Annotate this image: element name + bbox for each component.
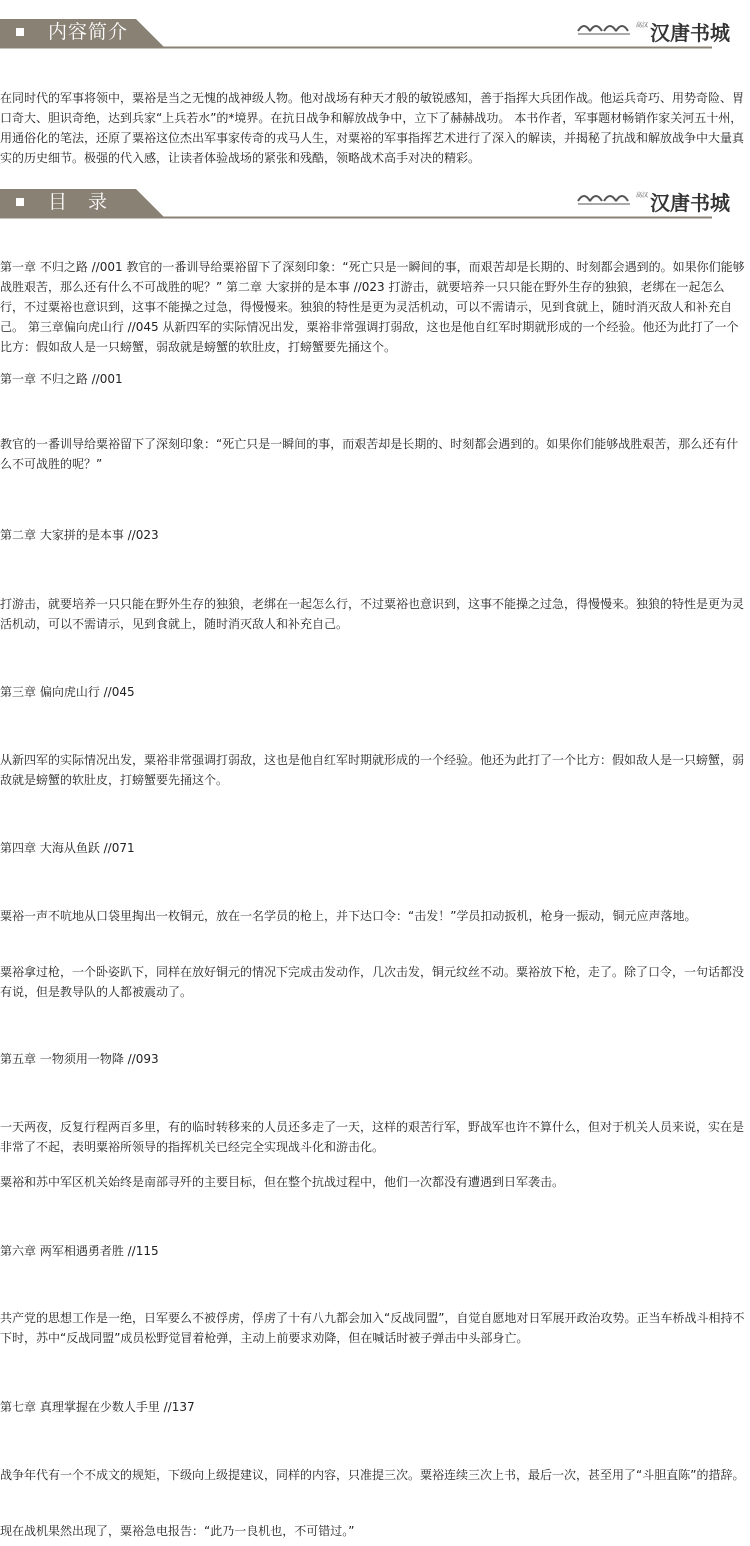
chapter-paragraph: 共产党的思想工作是一绝，日军要么不被俘虏，俘虏了十有八九都会加入“反战同盟”，自觉自愿地对日军展开政治攻势。正当车桥战斗相持不下时，苏中“反战同盟”成员松野觉冒着枪弹，主动上前要求劝降，但在喊话时被子弹击中头部身亡。: [0, 1311, 745, 1345]
logo-text: 汉唐书城: [650, 21, 730, 45]
chapter-paragraph: 现在战机果然出现了，粟裕急电报告：“此乃一良机也，不可错过。”: [0, 1524, 355, 1538]
logo-small-text: 高汉: [636, 22, 649, 29]
chapter-paragraph: 粟裕拿过枪，一个卧姿趴下，同样在放好铜元的情况下完成击发动作，几次击发，铜元纹丝不动。粟裕放下枪，走了。除了口令，一句话都没有说，但是教导队的人都被震动了。: [0, 965, 745, 999]
chapter-paragraph: 教官的一番训导给粟裕留下了深刻印象：“死亡只是一瞬间的事，而艰苦却是长期的、时刻都会遇到的。如果你们能够战胜艰苦，那么还有什么不可战胜的呢？”: [0, 437, 739, 471]
chapter-heading: 第七章 真理掌握在少数人手里 //137: [0, 1400, 195, 1414]
chapter-heading: 第三章 偏向虎山行 //045: [0, 685, 135, 699]
logo-text: 汉唐书城: [650, 191, 730, 215]
toc-title: 目 录: [48, 191, 109, 213]
chapter-heading: 第六章 两军相遇勇者胜 //115: [0, 1244, 159, 1258]
intro-text: 在同时代的军事将领中，粟裕是当之无愧的战神级人物。他对战场有种天才般的敏锐感知，善于指挥大兵团作战。他运兵奇巧、用势奇险、胃口奇大、胆识奇绝，达到兵家“上兵若水”的*境界。在抗日战争和解放战争中，立下了赫赫战功。 本书作者，军事题材畅销作家关河五十州，用通俗化的笔法，还原了粟裕这位杰出军事家传奇的戎马人生，对粟裕的军事指挥艺术进行了深入的解读，并揭秘了抗战和解放战争中大量真实的历史细节。极强的代入感，让读者体验战场的紧张和残酷，领略战术高手对决的精彩。: [0, 91, 745, 165]
logo-small-text: 高汉: [636, 192, 649, 199]
banner-background: [0, 185, 750, 219]
chapter-paragraph: 打游击，就要培养一只只能在野外生存的独狼，老绑在一起怎么行，不过粟裕也意识到，这事不能操之过急，得慢慢来。独狼的特性是更为灵活机动，可以不需请示，见到食就上，随时消灭敌人和补充自己。: [0, 597, 745, 631]
chapter-heading: 第五章 一物须用一物降 //093: [0, 1052, 159, 1066]
chapter-paragraph: 粟裕一声不吭地从口袋里掏出一枚铜元，放在一名学员的枪上，并下达口令：“击发！”学员扣动扳机，枪身一振动，铜元应声落地。: [0, 909, 697, 923]
chapter-heading: 第四章 大海从鱼跃 //071: [0, 841, 135, 855]
toc-banner: [0, 185, 750, 219]
chapter-heading: 第二章 大家拼的是本事 //023: [0, 528, 159, 542]
banner-square-icon: [16, 28, 24, 36]
chapter-paragraph: 从新四军的实际情况出发，粟裕非常强调打弱敌，这也是他自红军时期就形成的一个经验。他还为此打了一个比方：假如敌人是一只螃蟹，弱敌就是螃蟹的软肚皮，打螃蟹要先捅这个。: [0, 753, 745, 787]
banner-square-icon: [16, 198, 24, 206]
book-stack-icon: [576, 17, 632, 35]
chapter-paragraph: 战争年代有一个不成文的规矩，下级向上级提建议，同样的内容，只准提三次。粟裕连续三次上书，最后一次，甚至用了“斗胆直陈”的措辞。: [0, 1468, 745, 1482]
intro-banner: [0, 15, 750, 49]
chapter-paragraph: 粟裕和苏中军区机关始终是南部寻歼的主要目标，但在整个抗战过程中，他们一次都没有遭遇到日军袭击。: [0, 1175, 565, 1189]
book-stack-icon: [576, 187, 632, 205]
toc-summary: 第一章 不归之路 //001 教官的一番训导给粟裕留下了深刻印象：“死亡只是一瞬间的事，而艰苦却是长期的、时刻都会遇到的。如果你们能够战胜艰苦，那么还有什么不可战胜的呢？” 第二章 大家拼的是本事 //023 打游击，就要培养一只只能在野外生存的独狼，老绑在一起怎么行，不过粟裕也意识到，这事不能操之过急，得慢慢来。独狼的特性是更为灵活机动，可以不需请示，见到食就上，随时消灭敌人和补充自己。 第三章偏向虎山行 //045 从新四军的实际情况出发，粟裕非常强调打弱敌，这也是他自红军时期就形成的一个经验。他还为此打了一个比方：假如敌人是一只螃蟹，弱敌就是螃蟹的软肚皮，打螃蟹要先捅这个。: [0, 260, 745, 354]
intro-title: 内容简介: [48, 21, 129, 43]
chapter-paragraph: 一天两夜，反复行程两百多里，有的临时转移来的人员还多走了一天，这样的艰苦行军，野战军也许不算什么，但对于机关人员来说，实在是非常了不起，表明粟裕所领导的指挥机关已经完全实现战斗化和游击化。: [0, 1120, 745, 1154]
chapter-heading: 第一章 不归之路 //001: [0, 372, 123, 386]
